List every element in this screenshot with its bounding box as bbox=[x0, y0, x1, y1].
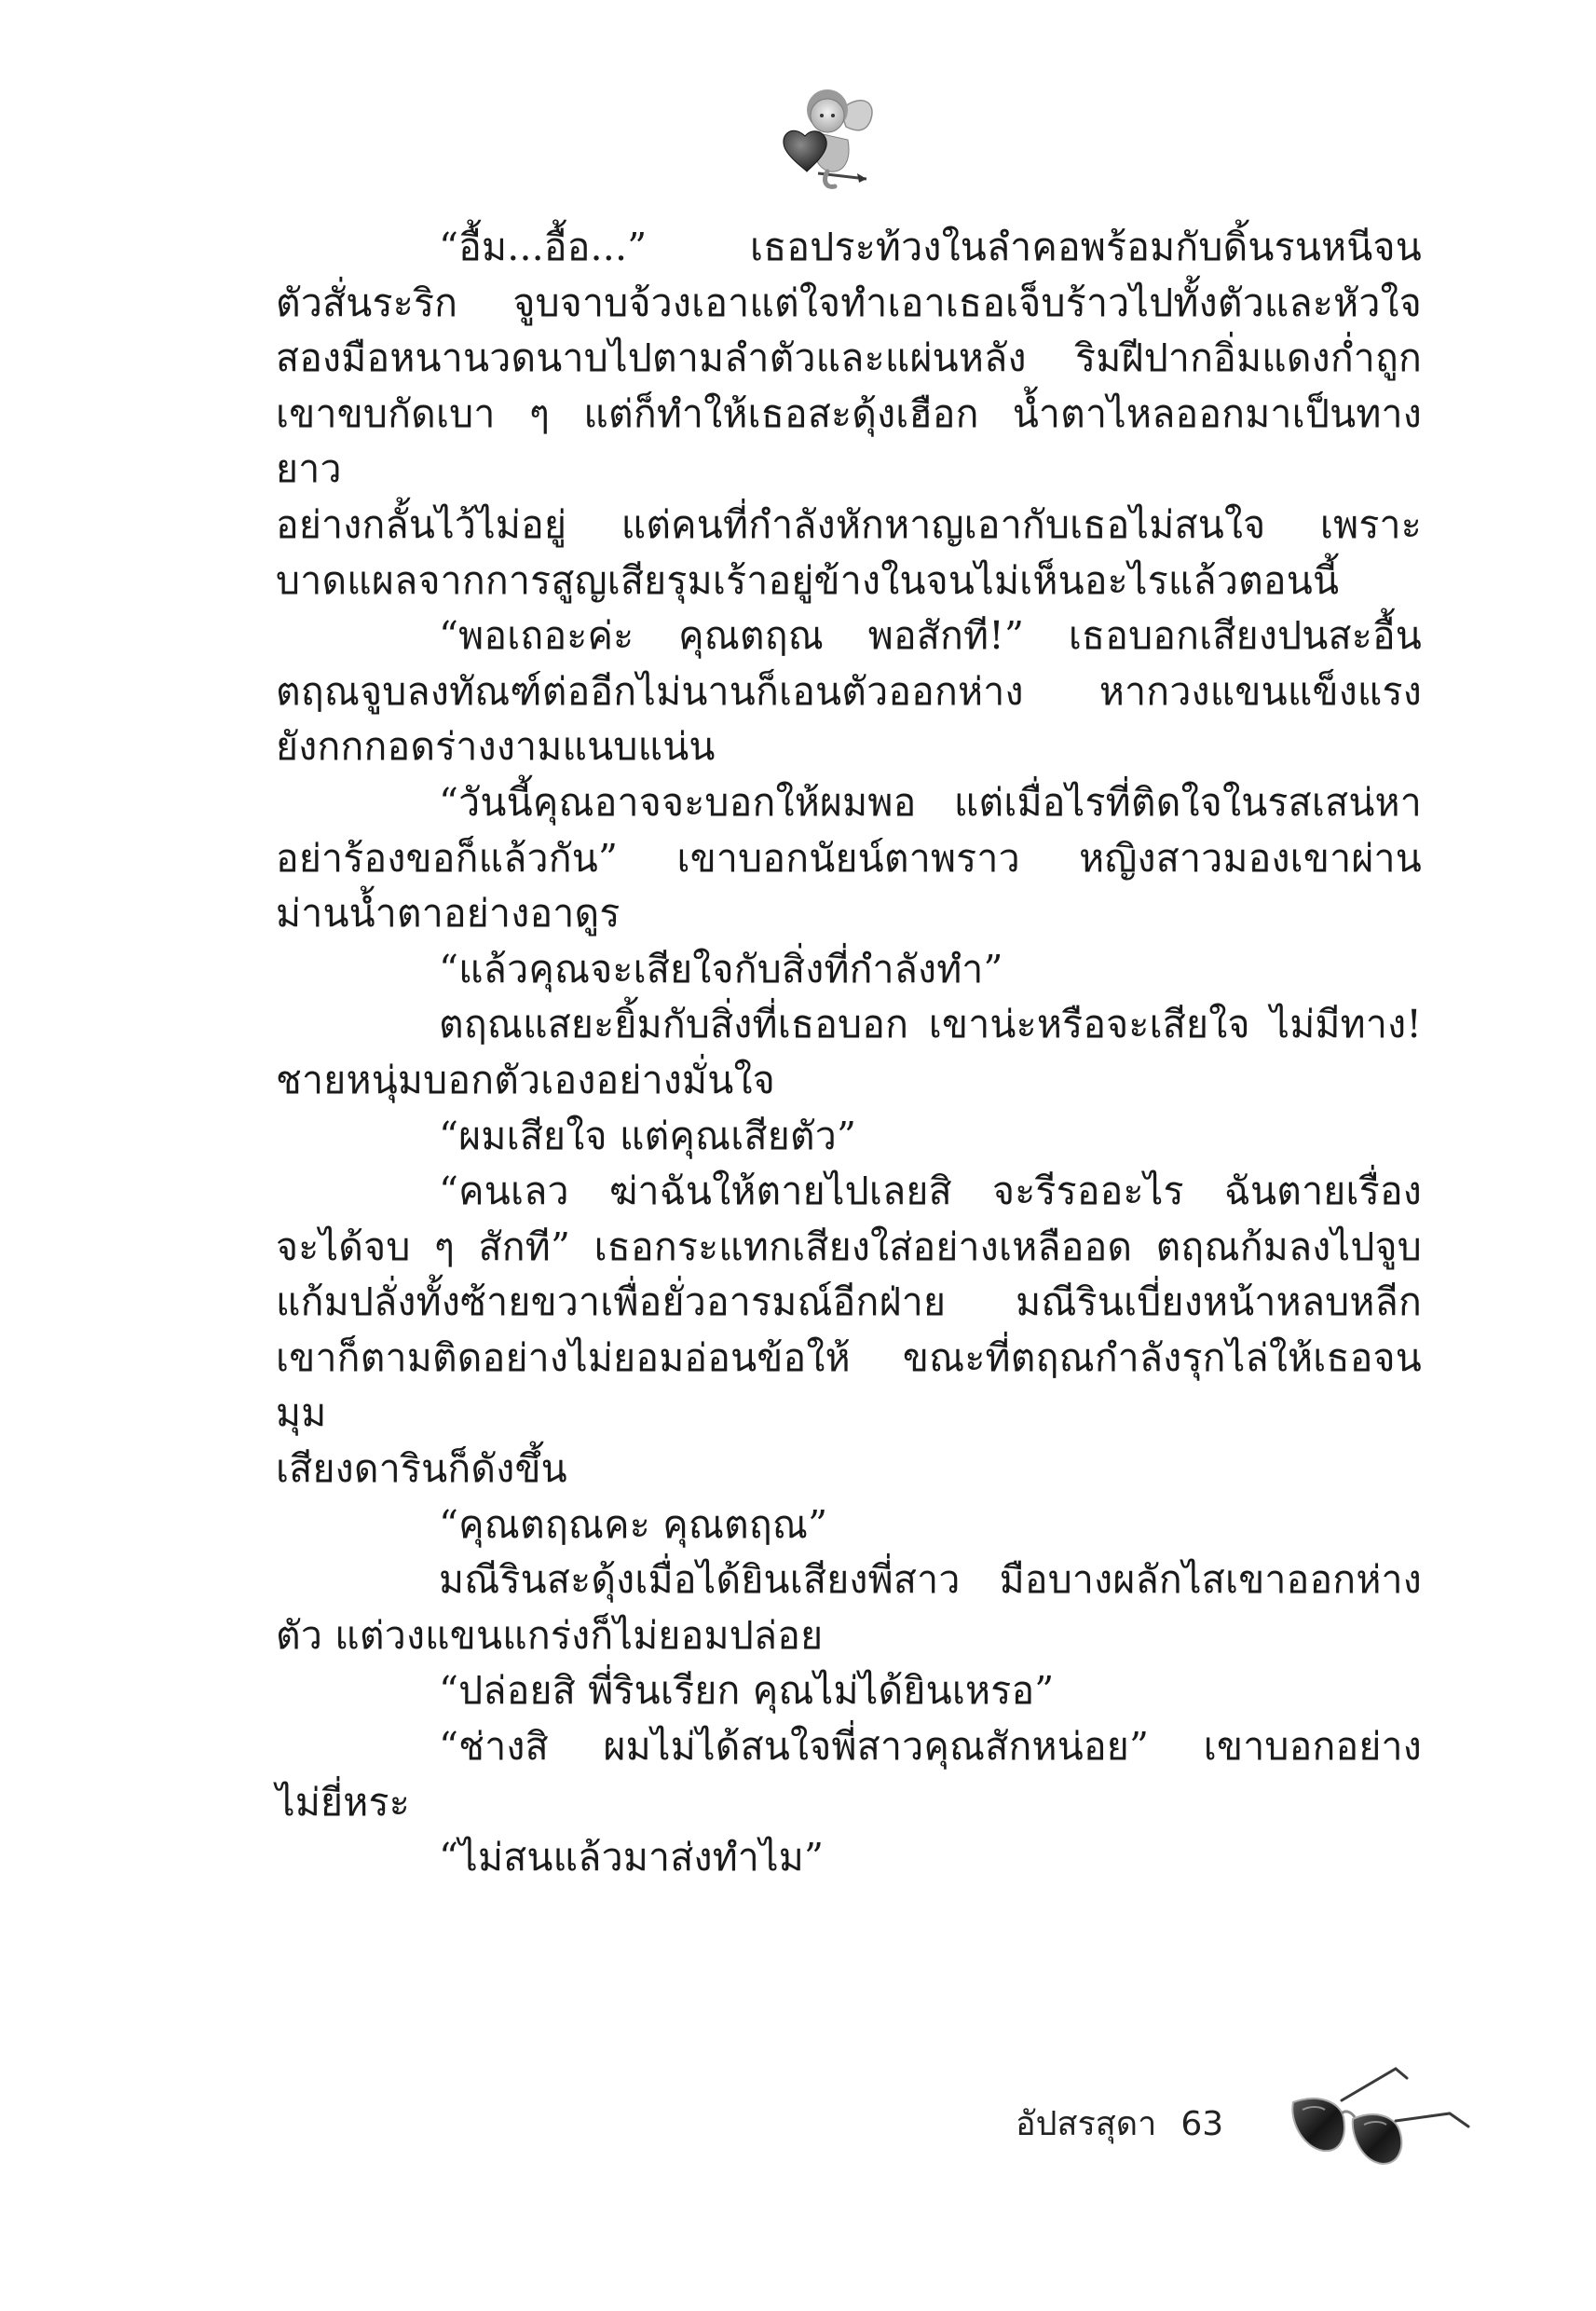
text-line: ตฤณจูบลงทัณฑ์ต่ออีกไม่นานก็เอนตัวออกห่าง หากวงแขนแข็งแรง bbox=[276, 668, 1422, 714]
paragraph bbox=[276, 775, 1422, 942]
text-line: “พอเถอะค่ะ คุณตฤณ พอสักที!” เธอบอกเสียงปนสะอื้น bbox=[439, 613, 1422, 659]
text-line: เสียงดารินก็ดังขึ้น bbox=[276, 1446, 567, 1492]
body-text bbox=[276, 220, 1422, 1886]
text-line: “ผมเสียใจ แต่คุณเสียตัว” bbox=[439, 1113, 857, 1158]
text-line: เขาก็ตามติดอย่างไม่ยอมอ่อนข้อให้ ขณะที่ตฤณกำลังรุกไล่ให้เธอจนมุม bbox=[276, 1334, 1422, 1436]
text-line: “คุณตฤณคะ คุณตฤณ” bbox=[439, 1501, 828, 1547]
text-line: “อื้ม...อื้อ...” เธอประท้วงในลำคอพร้อมกับดิ้นรนหนีจน bbox=[439, 225, 1422, 269]
paragraph bbox=[276, 1830, 1422, 1886]
paragraph bbox=[276, 1164, 1422, 1497]
text-line: ชายหนุ่มบอกตัวเองอย่างมั่นใจ bbox=[276, 1057, 775, 1102]
text-line: แก้มปลั่งทั้งซ้ายขวาเพื่อยั่วอารมณ์อีกฝ่าย มณีรินเบี่ยงหน้าหลบหลีก bbox=[276, 1279, 1422, 1325]
book-title: อัปสรสุดา bbox=[1016, 2105, 1157, 2143]
text-line: อย่าร้องขอก็แล้วกัน” เขาบอกนัยน์ตาพราว หญิงสาวมองเขาผ่าน bbox=[276, 835, 1422, 881]
text-line: “ปล่อยสิ พี่รินเรียก คุณไม่ได้ยินเหรอ” bbox=[439, 1668, 1055, 1714]
page-footer bbox=[1016, 2097, 1223, 2150]
text-line: บาดแผลจากการสูญเสียรุมเร้าอยู่ข้างในจนไม่เห็นอะไรแล้วตอนนี้ bbox=[276, 557, 1340, 603]
paragraph bbox=[276, 942, 1422, 998]
text-line: “แล้วคุณจะเสียใจกับสิ่งที่กำลังทำ” bbox=[439, 946, 1003, 991]
paragraph bbox=[276, 609, 1422, 775]
page-number: 63 bbox=[1180, 2105, 1224, 2143]
paragraph bbox=[276, 1663, 1422, 1719]
text-line: ตัว แต่วงแขนแกร่งก็ไม่ยอมปล่อย bbox=[276, 1612, 824, 1658]
paragraph bbox=[276, 1109, 1422, 1165]
text-line: จะได้จบ ๆ สักที” เธอกระแทกเสียงใส่อย่างเหลืออด ตฤณก้มลงไปจูบ bbox=[276, 1224, 1422, 1269]
paragraph bbox=[276, 1497, 1422, 1553]
text-line: ม่านน้ำตาอย่างอาดูร bbox=[276, 891, 621, 937]
text-line: เขาขบกัดเบา ๆ แต่ก็ทำให้เธอสะดุ้งเฮือก น้ำตาไหลออกมาเป็นทางยาว bbox=[276, 390, 1422, 492]
text-line: สองมือหนานวดนาบไปตามลำตัวและแผ่นหลัง ริมฝีปากอิ่มแดงก่ำถูก bbox=[276, 335, 1422, 381]
text-line: อย่างกลั้นไว้ไม่อยู่ แต่คนที่กำลังหักหาญเอากับเธอไม่สนใจ เพราะ bbox=[276, 501, 1422, 547]
paragraph bbox=[276, 997, 1422, 1108]
text-line: “ช่างสิ ผมไม่ได้สนใจพี่สาวคุณสักหน่อย” เขาบอกอย่าง bbox=[439, 1724, 1422, 1770]
text-line: ตัวสั่นระริก จูบจาบจ้วงเอาแต่ใจทำเอาเธอเจ็บร้าวไปทั้งตัวและหัวใจ bbox=[276, 280, 1422, 325]
text-line: “คนเลว ฆ่าฉันให้ตายไปเลยสิ จะรีรออะไร ฉันตายเรื่อง bbox=[439, 1169, 1422, 1214]
text-line: ตฤณแสยะยิ้มกับสิ่งที่เธอบอก เขาน่ะหรือจะเสียใจ ไม่มีทาง! bbox=[439, 1002, 1422, 1047]
text-line: “ไม่สนแล้วมาส่งทำไม” bbox=[439, 1835, 825, 1880]
paragraph bbox=[276, 1719, 1422, 1830]
text-line: ยังกกกอดร่างงามแนบแน่น bbox=[276, 724, 716, 770]
cupid-with-heart-icon bbox=[773, 82, 885, 194]
text-line: “วันนี้คุณอาจจะบอกให้ผมพอ แต่เมื่อไรที่ติดใจในรสเสน่หา bbox=[439, 779, 1422, 825]
paragraph bbox=[276, 1552, 1422, 1663]
text-line: มณีรินสะดุ้งเมื่อได้ยินเสียงพี่สาว มือบางผลักไสเขาออกห่าง bbox=[439, 1557, 1422, 1603]
sunglasses-icon bbox=[1286, 2067, 1472, 2169]
text-line: ไม่ยี่หระ bbox=[276, 1779, 410, 1825]
paragraph bbox=[276, 220, 1422, 609]
